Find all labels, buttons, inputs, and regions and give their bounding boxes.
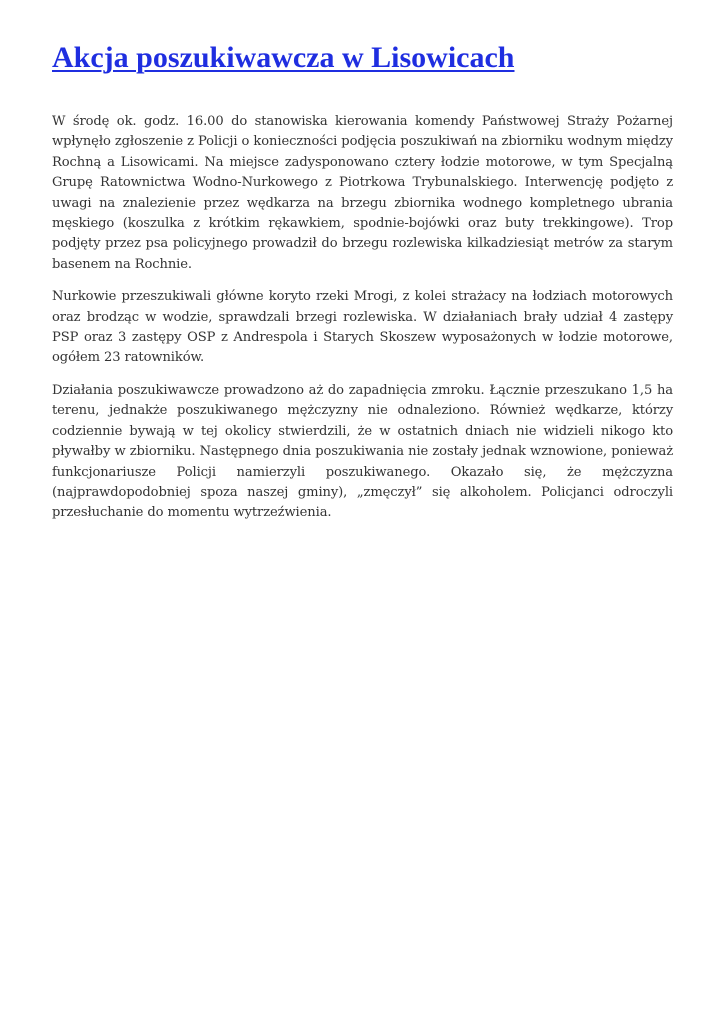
article: [52, 40, 673, 536]
article-paragraph: W środę ok. godz. 16.00 do stanowiska kierowania komendy Państwowej Straży Pożarnej wpłynęło zgłoszenie z Policji o konieczności podjęcia poszukiwań na zbiorniku wodnym między Rochną a Lisowicami. Na miejsce zadysponowano cztery łodzie motorowe, w tym Specjalną Grupę Ratownictwa Wodno-Nurkowego z Piotrkowa Trybunalskiego. Interwencję podjęto z uwagi na znalezienie przez wędkarza na brzegu zbiornika wodnego kompletnego ubrania męskiego (koszulka z krótkim rękawkiem, spodnie-bojówki oraz buty trekkingowe). Trop podjęty przez psa policyjnego prowadził do brzegu rozlewiska kilkadziesiąt metrów za starym basenem na Rochnie.: [52, 114, 673, 272]
article-paragraph: Nurkowie przeszukiwali główne koryto rzeki Mrogi, z kolei strażacy na łodziach motorowych oraz brodząc w wodzie, sprawdzali brzegi rozlewiska. W działaniach brały udział 4 zastępy PSP oraz 3 zastępy OSP z Andrespola i Starych Skoszew wyposażonych w łodzie motorowe, ogółem 23 ratowników.: [52, 289, 673, 366]
article-paragraph: Działania poszukiwawcze prowadzono aż do zapadnięcia zmroku. Łącznie przeszukano 1,5 ha terenu, jednakże poszukiwanego mężczyzny nie odnaleziono. Również wędkarze, którzy codziennie bywają w tej okolicy stwierdzili, że w ostatnich dniach nie widzieli nikogo kto pływałby w zbiorniku. Następnego dnia poszukiwania nie zostały jednak wznowione, ponieważ funkcjonariusze Policji namierzyli poszukiwanego. Okazało się, że mężczyzna (najprawdopodobniej spoza naszej gminy), „zmęczył” się alkoholem. Policjanci odroczyli przesłuchanie do momentu wytrzeźwienia.: [52, 382, 673, 521]
article-title-link[interactable]: Akcja poszukiwawcza w Lisowicach: [52, 41, 515, 74]
article-body: [52, 112, 673, 524]
